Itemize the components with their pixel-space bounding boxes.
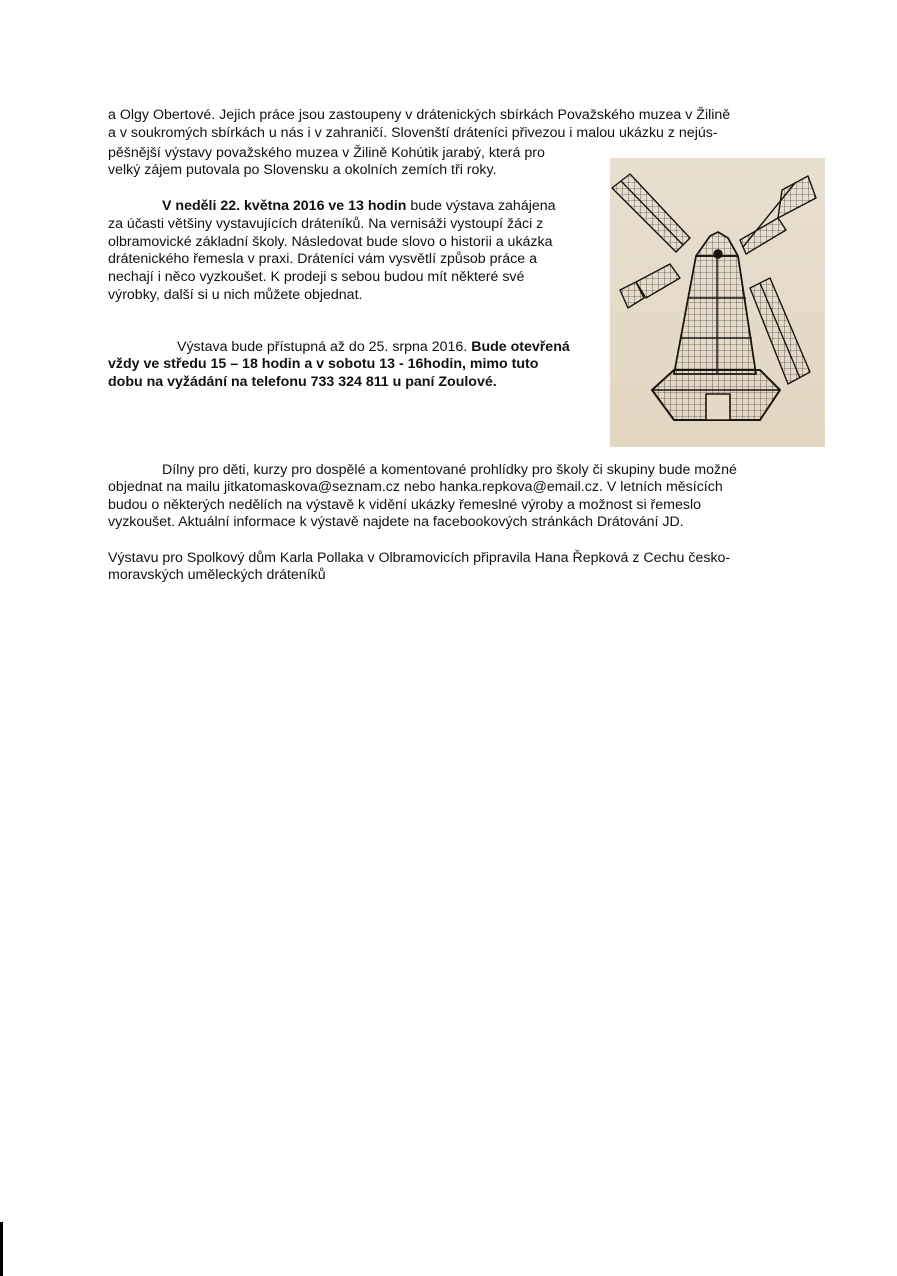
text-line: moravských uměleckých dráteníků (108, 567, 326, 583)
windmill-wire-sculpture (610, 158, 825, 447)
text-span: Výstava bude přístupná až do 25. srpna 2016. (177, 339, 472, 355)
text-line: Dílny pro děti, kurzy pro dospělé a komentované prohlídky pro školy či skupiny bude možné (162, 462, 737, 478)
opening-date-bold: V neděli 22. května 2016 ve 13 hodin (162, 198, 407, 214)
text-line: výrobky, další si u nich můžete objednat. (108, 287, 363, 303)
text-line: a Olgy Obertové. Jejich práce jsou zastoupeny v drátenických sbírkách Považského muzea v Žilině (108, 107, 731, 123)
text-line: olbramovické základní školy. Následovat bude slovo o historii a ukázka (108, 234, 553, 250)
text-span: bude výstava zahájena (406, 198, 556, 214)
text-line: drátenického řemesla v praxi. Dráteníci vám vysvětlí způsob práce a (108, 251, 537, 267)
text-line (177, 338, 570, 356)
text-line: vyzkoušet. Aktuální informace k výstavě najdete na facebookových stránkách Drátování JD. (108, 514, 684, 530)
bold-span: dobu na vyžádání na telefonu 733 324 811 u paní Zoulové. (108, 374, 497, 390)
text-line: pěšnější výstavy považského muzea v Žilině Kohútik jarabý, která pro (108, 145, 545, 161)
text-line (108, 373, 497, 391)
text-line: velký zájem putovala po Slovensku a okolních zemích tři roky. (108, 162, 497, 178)
text-line: nechají i něco vyzkoušet. K prodeji s sebou budou mít některé své (108, 269, 525, 285)
text-line (108, 355, 538, 373)
bold-span: vždy ve středu 15 – 18 hodin a v sobotu 13 - 16hodin, mimo tuto (108, 356, 539, 372)
bold-span: Bude otevřená (471, 339, 570, 355)
text-line: a v soukromých sbírkách u nás i v zahraničí. Slovenští dráteníci přivezou i malou ukázku z nejús- (108, 125, 718, 141)
text-line: objednat na mailu jitkatomaskova@seznam.cz nebo hanka.repkova@email.cz. V letních měsících (108, 479, 723, 495)
text-line: za účasti většiny vystavujících dráteníků. Na vernisáži vystoupí žáci z (108, 216, 544, 232)
windmill-photo (610, 158, 825, 447)
page-edge-mark (0, 1222, 3, 1276)
text-line (162, 197, 556, 215)
text-line: Výstavu pro Spolkový dům Karla Pollaka v Olbramovicích připravila Hana Řepková z Cechu česko- (108, 550, 731, 566)
text-line: budou o některých nedělích na výstavě k vidění ukázky řemeslné výroby a možnost si řemeslo (108, 497, 702, 513)
